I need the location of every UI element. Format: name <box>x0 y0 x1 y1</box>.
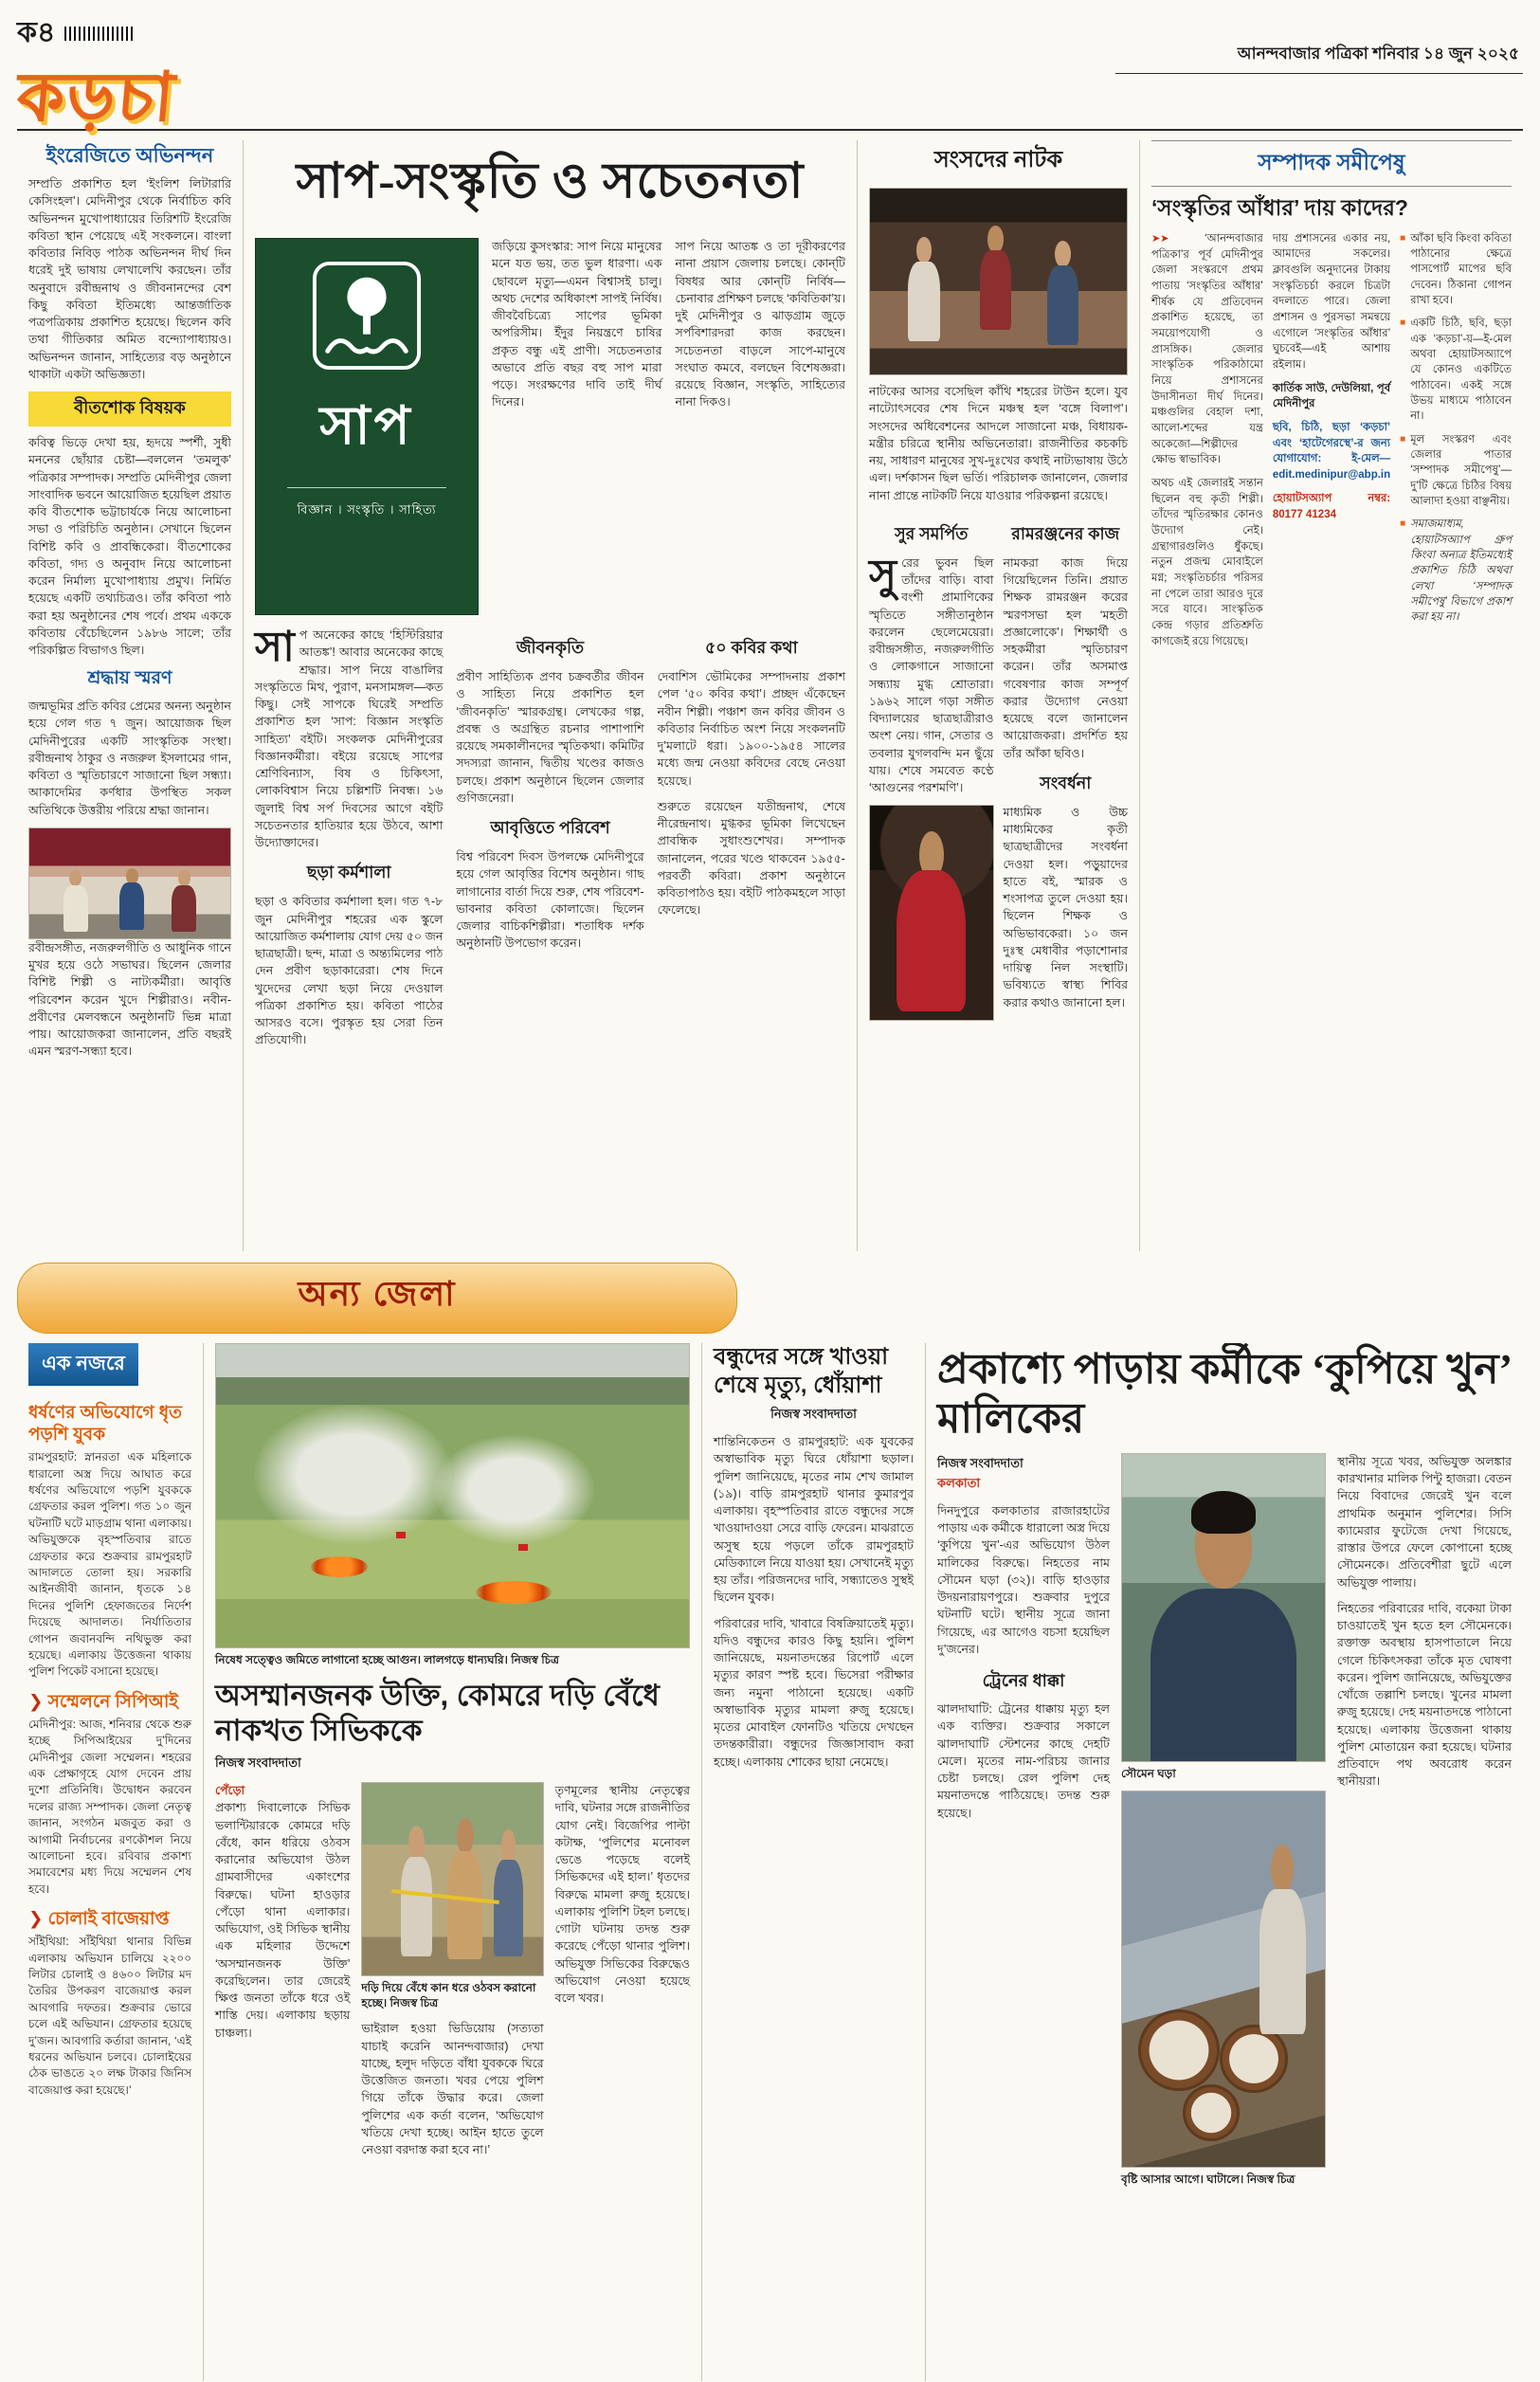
article-paragraph: পেঁড়ো প্রকাশ্য দিবালোকে সিভিক ভলান্টিয়ারকে কোমরে দড়ি বেঁধে, কান ধরিয়ে ওঠবস করানোর অভিযোগ উঠল গ্রামবাসীদের একাংশের বিরুদ্ধে। ঘটনা হাওড়ার পেঁড়ো থানা এলাকার। অভিযোগ, ওই সিভিক স্থানীয় এক মহিলার উদ্দেশে ‘অসম্মানজনক উক্তি’ করেছিলেন। তার জেরেই ক্ষিপ্ত জনতা তাঁকে ধরে ওই শাস্তি দেয়। এলাকায় ছড়ায় চাঞ্চল্য। <box>215 1784 351 2040</box>
dateline: পেঁড়ো <box>215 1784 245 1798</box>
pointer-icon: ❯ <box>28 1908 44 1929</box>
article-paragraph: জন্মভূমির প্রতি কবির প্রেমের অনন্য অনুষ্ঠান হয়ে গেল গত ৭ জুন। আয়োজক ছিল মেদিনীপুরের একটি সাংস্কৃতিক সংস্থা। রবীন্দ্রনাথ ঠাকুর ও নজরুল ইসলামের গান, কবিতা ও স্মৃতিচারণে সাজানো ছিল সন্ধ্যা। আকাদেমির কর্ণধার উপস্থিত সকল অতিথিকে উত্তরীয় পরিয়ে শ্রদ্ধা জানান। <box>28 700 231 817</box>
article-paragraph: ঝালদাঘাটি: ট্রেনের ধাক্কায় মৃত্যু হল এক ব্যক্তির। শুক্রবার সকালে ঝালদাঘাটি স্টেশনের কাছে দেহটি মেলে। মৃতের নাম-পরিচয় জানার চেষ্টা চলছে। রেল পুলিশ দেহ ময়নাতদন্তে পাঠিয়েছে। তদন্ত শুরু হয়েছে। <box>937 1702 1110 1820</box>
sub-col-right <box>1004 513 1129 1022</box>
person-figure <box>1191 1491 1256 1534</box>
person-figure <box>897 870 966 1011</box>
news-briefs-column <box>17 1343 203 2381</box>
brief-body: রামপুরহাট: স্নানরতা এক মহিলাকে ধারালো অস্ত্র দিয়ে আঘাত করে ধর্ষণের অভিযোগে পড়শি যুবককে গ্রেফতার করল পুলিশ। গত ১০ জুন ঘটনাটি ঘটে মাড়গ্রাম থানা এলাকায়। অভিযুক্তকে বৃহস্পতিবার রাতে গ্রেফতার করে শুক্রবার রামপুরহাট আদালতে তোলা হয়। সরকারি আইনজীবী জানান, ধৃতকে ১৪ দিনের পুলিশি হেফাজতের নির্দেশ দিয়েছে আদালত। নির্যাতিতার গোপন জবানবন্দি নথিভুক্ত করা হয়েছে। এলাকায় উত্তেজনা থাকায় পুলিশ পিকেট বসানো হয়েছে। <box>28 1450 191 1679</box>
article-paragraph: মাধ্যমিক ও উচ্চ মাধ্যমিকের কৃতী ছাত্রছাত্রীদের সংবর্ধনা দেওয়া হল। পড়ুয়াদের হাতে বই, স্মারক ও শংসাপত্র তুলে দেওয়া হয়। ছিলেন শিক্ষক ও অভিভাবকেরা। ১০ জন দুঃস্থ মেধাবীর পড়াশোনার দায়িত্ব নিল সংস্থাটি। ভবিষ্যতে স্বাস্থ্য শিবির করার কথাও জানানো হল। <box>1003 805 1128 1009</box>
murder-article-columns <box>937 1453 1512 2197</box>
article-parliament-play <box>857 140 1139 1251</box>
submission-note: ■ একটি চিঠি, ছবি, ছড়া এক ‘কড়চা’-য়—ই-মেল অথবা হোয়াটসঅ্যাপে যে কোনও একটিতে পাঠাবেন। একই সঙ্গে উভয় মাধ্যমে পাঠাবেন না। <box>1400 316 1512 424</box>
tree-snake-emblem-icon <box>311 260 423 372</box>
photo-civic-volunteer <box>361 1782 543 1976</box>
feature-paragraph: দেবাশিস ভৌমিকের সম্পাদনায় প্রকাশ পেল ‘৫০ কবির কথা’। প্রচ্ছদ এঁকেছেন নবীন শিল্পী। পঞ্চাশ জন কবির জীবন ও কবিতার নির্বাচিত অংশ নিয়ে সংকলনটি দু’মলাটে ধরা। ১৯০০-১৯৫৪ সালের মধ্যে জন্ম নেওয়া কবিদের বেছে নেওয়া হয়েছে। <box>657 670 845 788</box>
photo-field-fire <box>215 1343 690 1648</box>
civic-col-2 <box>361 1782 543 2167</box>
brief-headline: ধর্ষণের অভিযোগে ধৃত পড়শি যুবক <box>28 1402 183 1445</box>
article-paragraph: কবিত্ব ভিড়ে দেখা হয়, হৃদয়ে স্পর্শী, সুধী মননের ছোঁয়ার চেষ্টা—বললেন ‘তমলুক’ পত্রিকার সম্পাদক। সম্প্রতি মেদিনীপুর জেলা সাংবাদিক ভবনে আয়োজিত হয়েছিল প্রয়াত কবি বীতশোক ভট্টাচার্যকে নিয়ে আলোচনা সভা ও পরিচিতি অনুষ্ঠান। সেখানে ছিলেন বিশিষ্ট কবি ও প্রাবন্ধিকেরা। বীতশোকের কবিতা, গদ্য ও অনুবাদ নিয়ে আলোচনা করেন নির্মাল্য মুখোপাধ্যায় প্রমুখ। নির্মিত হয়েছে একটি তথ্যচিত্রও। তাঁর কবিতা পাঠ করা হয় অনুষ্ঠানের শেষ পর্বে। প্রথম এককে কবিতায় বেঁচেছিলেন ১৯৮৬ সালে; তাঁর পরিকল্পিত বিভাগও ছিল। <box>28 436 231 658</box>
smoke-shape <box>434 1435 595 1544</box>
subhead-50-kobir-katha: ৫০ কবির কথা <box>704 638 798 657</box>
person-figure <box>118 868 146 932</box>
feature-paragraph: প্রবীণ সাহিত্যিক প্রণব চক্রবর্তীর জীবন ও সাহিত্য নিয়ে প্রকাশিত হল ‘জীবনকৃতি’ স্মারকগ্রন্থ। লেখকের গল্প, প্রবন্ধ ও অগ্রন্থিত রচনার পাশাপাশি রয়েছে সমকালীনদের স্মৃতিকথা। কমিটির সদস্যরা জানান, দ্বিতীয় খণ্ডের কাজও চলছে। প্রকাশ অনুষ্ঠানে ছিলেন জেলার গুণিজনেরা। <box>456 670 644 805</box>
feature-paragraph: শুরুতে রয়েছেন যতীন্দ্রনাথ, শেষে নীরেন্দ্রনাথ। মুগ্ধকর ভূমিকা লিখেছেন প্রাবন্ধিক সুধাংশুশেখর। সম্পাদক জানালেন, পরের খণ্ডে থাকবেন ১৯৫৫-পরবর্তী কবিরা। প্রকাশ অনুষ্ঠানে কবিতাপাঠও হয়। বইটি পাঠকমহলে সাড়া ফেলেছে। <box>657 799 845 918</box>
book-tagline: বিজ্ঞান । সংস্কৃতি । সাহিত্য <box>297 502 437 517</box>
article-paragraph: নাটকের আসর বসেছিল কাঁথি শহরের টাউন হলে। যুব নাট্যোৎসবের শেষ দিনে মঞ্চস্থ হল ‘বঙ্গে বিলাপ’। সংসদের অধিবেশনের আদলে সাজানো মঞ্চ, বিধায়ক-মন্ত্রীর চরিত্রে স্থানীয় অভিনেতারা। রাজনীতির কচকচি নয়, সাধারণ মানুষের সুখ-দুঃখের কথাই নাট্যভাষায় উঠে এল। দর্শকাসন ছিল ভর্তি। পরিচালক জানালেন, জেলার নানা প্রান্তে নাটকটি নিয়ে যাওয়ার পরিকল্পনা রয়েছে। <box>869 385 1128 502</box>
page-number: ক৪ <box>17 17 56 48</box>
article-paragraph: দিনদুপুরে কলকাতার রাজারহাটের পাড়ায় এক কর্মীকে ধারালো অস্ত্র দিয়ে ‘কুপিয়ে খুন’-এর অভিযোগ উঠল মালিকের বিরুদ্ধে। নিহতের নাম সৌমেন ঘড়া (৩২)। বাড়ি হাওড়ার উদয়নারায়ণপুরে। শুক্রবার দুপুরে ঘটনাটি ঘটে। স্থানীয় সূত্রে জানা গিয়েছে, এর আগেও বচসা হয়েছিল দু’জনের। <box>937 1503 1110 1656</box>
letters-section-title: সম্পাদক সমীপেষু <box>1151 140 1512 187</box>
photo-memorial-event <box>28 827 231 939</box>
bullet-square-icon: ■ <box>1400 518 1406 530</box>
book-cover-snake <box>255 238 479 615</box>
letter-signature: কার্তিক সাউ, দেউলিয়া, পূর্ব মেদিনীপুর <box>1272 382 1391 410</box>
article-title: ইংরেজিতে অভিনন্দন <box>45 145 214 167</box>
article-paragraph: তৃণমূলের স্থানীয় নেতৃত্বের দাবি, ঘটনার সঙ্গে রাজনীতির যোগ নেই। বিজেপির পাল্টা কটাক্ষ, ‘পুলিশের মনোবল ভেঙে পড়েছে বলেই সিভিকদের এই হাল।’ ধৃতদের বিরুদ্ধে মামলা রুজু হয়েছে। এলাকায় পুলিশি টহল চলছে। গোটা ঘটনায় তদন্ত শুরু করেছে পেঁড়ো থানার পুলিশ। অভিযুক্ত সিভিকের বিরুদ্ধেও অভিযোগ নেওয়া হয়েছে বলে খবর। <box>554 1784 690 2006</box>
smoke-shape <box>254 1405 453 1544</box>
person-figure <box>62 870 90 934</box>
letter-headline: ‘সংস্কৃতির আঁধার’ দায় কাদের? <box>1151 195 1408 220</box>
submission-note: ■ মূল সংস্করণ এবং জেলার পাতার ‘সম্পাদক সমীপেষু’—দু’টি ক্ষেত্রে চিঠির বিষয় আলাদা হওয়া বাঞ্ছনীয়। <box>1400 432 1512 510</box>
person-figure <box>170 870 198 934</box>
feature-bottom-row <box>255 624 845 1058</box>
briefs-header: এক নজরে <box>28 1343 138 1386</box>
letters-to-editor <box>1139 140 1523 1251</box>
civic-article-columns <box>215 1782 690 2167</box>
article-paragraph: স্থানীয় সূত্রে খবর, অভিযুক্ত অলঙ্কার কারখানার মালিক পিন্টু হাজরা। বেতন নিয়ে বিবাদের জেরেই খুন বলে প্রাথমিক অনুমান পুলিশের। সিসি ক্যামেরার ফুটেজে দেখা গিয়েছে, রাস্তার উপরে ফেলে কোপানো হচ্ছে সৌমেনকে। প্রতিবেশীরা ছুটে এলে অভিযুক্ত পালায়। <box>1337 1454 1512 1590</box>
photo-parliament-play <box>869 188 1128 375</box>
letters-col-3 <box>1400 231 1512 658</box>
civic-col-3 <box>555 1782 690 2167</box>
article-paragraph: রবীন্দ্রসঙ্গীত, নজরুলগীতি ও আধুনিক গানে মুখর হয়ে ওঠে সভাঘর। ছিলেন জেলার বিশিষ্ট শিল্পী ও নাট্যকর্মীরা। আবৃত্তি পরিবেশন করেন খুদে শিল্পীরাও। নবীন-প্রবীণের মেলবন্ধনে অনুষ্ঠানটি ভিন্ন মাত্রা পায়। আয়োজকরা জানালেন, প্রতি বছরই এমন স্মরণ-সন্ধ্যা হবে। <box>28 940 231 1059</box>
drum-shape <box>1138 2009 1220 2091</box>
subhead-ramranjan: রামরঞ্জনের কাজ <box>1011 523 1120 543</box>
person-figure <box>492 1829 524 1960</box>
subhead-sambardhana: সংবর্ধনা <box>1040 773 1092 792</box>
feature-col-3 <box>658 627 845 1058</box>
feature-top-row <box>255 238 845 615</box>
article-paragraph: নামকরা কাজ দিয়ে গিয়েছিলেন তিনি। প্রয়াত শিক্ষক রামরঞ্জন করের স্মরণসভা হল ‘মহতী প্রজ্ঞালোকে’। শিক্ষার্থী ও সহকর্মীরা স্মৃতিচারণ করেন। তাঁর অসমাপ্ত গবেষণার কাজ সম্পূর্ণ করার উদ্যোগ নেওয়া হয়েছে বলে জানালেন আয়োজকরা। প্রদর্শিত হয় তাঁর আঁকা ছবিও। <box>1003 555 1128 760</box>
brief-headline: ❯ চোলাই বাজেয়াপ্ত <box>28 1908 170 1929</box>
murder-col-3 <box>1337 1453 1512 2197</box>
photo-victim-portrait <box>1121 1453 1326 1762</box>
feature-col-1 <box>255 624 444 1058</box>
flag-shape <box>396 1532 406 1538</box>
death-mystery-article <box>701 1343 925 2381</box>
sub-col-left <box>869 513 994 1022</box>
feature-lead: সাপ অনেকের কাছে ‘হিস্টিরিয়ার আতঙ্ক’! আবার অনেকের কাছে শ্রদ্ধার। সাপ নিয়ে বাঙালির সংস্কৃতিতে মিথ, পুরাণ, মনসামঙ্গল—কত কিছু। সেই সাপকে ঘিরেই সম্প্রতি প্রকাশিত হল ‘সাপ: বিজ্ঞান সংস্কৃতি সাহিত্য’ বইটি। সংকলক মেদিনীপুরের বিজ্ঞানকর্মীরা। বইয়ে রয়েছে সাপের শ্রেণিবিন্যাস, বিষ ও চিকিৎসা, লোকবিশ্বাস নিয়ে চল্লিশটি নিবন্ধ। ১৬ জুলাই বিশ্ব সর্প দিবসের আগে বইটি সচেতনতার হাতিয়ার হয়ে উঠবে, আশা উদ্যোক্তাদের। <box>255 624 444 849</box>
bullet-square-icon: ■ <box>1400 318 1406 329</box>
murder-col-2 <box>1121 1453 1326 2197</box>
letter-arrow-icon: ➤➤ <box>1151 232 1169 245</box>
subhead-chhara-karmashala: ছড়া কর্মশালা <box>306 863 391 882</box>
article-paragraph: ভাইরাল হওয়া ভিডিয়োয় (সত্যতা যাচাই করেনি আনন্দবাজার) দেখা যাচ্ছে, হলুদ দড়িতে বাঁধা যুবককে ঘিরে উত্তেজিত জনতা। খবর পেয়ে পুলিশ গিয়ে তাঁকে উদ্ধার করে। জেলা পুলিশের এক কর্তা বলেন, ‘অভিযোগ খতিয়ে দেখা হচ্ছে। আইন হাতে তুলে নেওয়া বরদাস্ত করা হবে না।’ <box>361 2022 544 2157</box>
bullet-square-icon: ■ <box>1400 433 1406 445</box>
byline: নিজস্ব সংবাদদাতা <box>215 1755 301 1771</box>
masthead <box>13 9 1523 136</box>
photo-caption: সৌমেন ঘড়া <box>1121 1766 1176 1780</box>
dateline: কলকাতা <box>937 1475 981 1490</box>
article-paragraph: পরিবারের দাবি, খাবারে বিষক্রিয়াতেই মৃত্যু। যদিও বন্ধুদের কারও কিছু হয়নি। পুলিশ জানিয়েছে, ময়নাতদন্তের রিপোর্ট এলে মৃত্যুর কারণ স্পষ্ট হবে। ভিসেরা পরীক্ষার জন্য নমুনা পাঠানো হয়েছে। একটি অস্বাভাবিক মৃত্যুর মামলা রুজু হয়েছে। মৃতের মোবাইল ফোনটিও খতিয়ে দেখছেন তদন্তকারীরা। বন্ধুদের জিজ্ঞাসাবাদ করা হচ্ছে। এলাকায় শোকের ছায়া নেমেছে। <box>714 1616 914 1769</box>
person-figure <box>906 237 942 345</box>
article-paragraph: শান্তিনিকেতন ও রামপুরহাট: এক যুবকের অস্বাভাবিক মৃত্যু ঘিরে ধোঁয়াশা ছড়াল। পুলিশ জানিয়েছে, মৃতের নাম শেখ জামাল (১৯)। বাড়ি রামপুরহাট থানার কুমারপুর এলাকায়। বৃহস্পতিবার রাতে বন্ধুদের সঙ্গে খাওয়াদাওয়া সেরে বাড়ি ফেরেন। মাঝরাতে অসুস্থ হয়ে পড়লে তাঁকে রামপুরহাট মেডিক্যালে নিয়ে যাওয়া হয়। সেখানেই মৃত্যু হয় তাঁর। পরিজনদের দাবি, সন্ধ্যাতেও সুস্থই ছিলেন যুবক। <box>714 1435 914 1605</box>
fire-shape <box>311 1556 368 1577</box>
feature-col-2 <box>456 627 643 1058</box>
contact-email: ছবি, চিঠি, ছড়া ‘কড়চা’ এবং ‘হাটেগেরস্থে’-র জন্য যোগাযোগ: ই-মেল— edit.medinipur@abp.in <box>1272 422 1391 482</box>
subhead-bitoshok: বীতশোক বিষয়ক <box>28 391 231 427</box>
photo-caption: বৃষ্টি আসার আগে। ঘাটালে। নিজস্ব চিত্র <box>1121 2173 1295 2187</box>
article-paragraph: সুরের ভুবন ছিল তাঁদের বাড়ি। বাবা বংশী প্রামাণিকের স্মৃতিতে সঙ্গীতানুষ্ঠান করলেন ছেলেমেয়েরা। রবীন্দ্রসঙ্গীত, নজরুলগীতি ও লোকগানে সাজানো সন্ধ্যায় মুগ্ধ শ্রোতারা। ১৯৬২ সালে গড়া সঙ্গীত বিদ্যালয়ের ছাত্রছাত্রীরাও অংশ নেয়। গান, সেতার ও তবলার যুগলবন্দি মন ছুঁয়ে যায়। শেষে সমবেত কণ্ঠে ‘আগুনের পরশমণি’। <box>869 551 994 794</box>
submission-note: ■ আঁকা ছবি কিংবা কবিতা পাঠানোর ক্ষেত্রে পাসপোর্ট মাপের ছবি দেবেন। ঠিকানা গোপন রাখা হবে। <box>1400 231 1512 309</box>
subhead-jibankriti: জীবনকৃতি <box>516 638 585 657</box>
byline: নিজস্ব সংবাদদাতা কলকাতা <box>937 1455 1024 1490</box>
divider <box>287 487 447 488</box>
drum-shape <box>1183 2084 1240 2141</box>
bullet-square-icon: ■ <box>1400 232 1406 244</box>
photo-singer-red <box>869 805 994 1021</box>
book-title: সাপ <box>319 395 414 455</box>
feature-snake-culture <box>243 140 857 1251</box>
bottom-section <box>17 1343 1523 2381</box>
article-english-abhinandan <box>17 140 243 1251</box>
person-figure <box>1256 1845 1309 2040</box>
person-figure <box>1150 1589 1296 1761</box>
pointer-icon: ❯ <box>28 1690 44 1711</box>
murder-headline: প্রকাশ্যে পাড়ায় কর্মীকে ‘কুপিয়ে খুন’ মালিকের <box>937 1346 1512 1442</box>
submission-note: ■ সমাজমাধ্যম, হোয়াটসঅ্যাপ গ্রুপ কিংবা অন্যত্র ইতিমধ্যেই প্রকাশিত চিঠি অথবা লেখা ‘সম্পাদক সমীপেষু’ বিভাগে প্রকাশ করা হয় না। <box>1400 517 1512 625</box>
murder-col-1 <box>937 1453 1110 2197</box>
brief-body: সাঁইথিয়া: সাঁইথিয়া থানার বিভিন্ন এলাকায় অভিযান চালিয়ে ২২০০ লিটার চোলাই ও ৪৬০০ লিটার মদ তৈরির উপকরণ বাজেয়াপ্ত করল আবগারি দফতর। শুক্রবার ভোরে চলে এই অভিযান। গ্রেফতার হয়েছে দু’জন। আবগারি কর্তারা জানান, ‘এই ধরনের অভিযান চলবে। চোলাইয়ের ঠেক ভাঙতে ২০ লক্ষ টাকার জিনিস বাজেয়াপ্ত করা হয়েছে।’ <box>28 1935 191 2097</box>
dropcap: সু <box>869 551 897 598</box>
masthead-left <box>13 9 180 136</box>
feature-headline: সাপ-সংস্কৃতি ও সচেতনতা <box>296 155 805 209</box>
letters-col-1 <box>1151 231 1263 658</box>
flag-shape <box>518 1544 528 1551</box>
byline: নিজস্ব সংবাদদাতা <box>770 1407 857 1421</box>
edition-dateline: আনন্দবাজার পত্রিকা শনিবার ১৪ জুন ২০২৫ <box>1115 36 1523 74</box>
letter-paragraph: অথচ এই জেলারই সন্তান ছিলেন বহু কৃতী শিল্পী। তাঁদের স্মৃতিরক্ষার কোনও উদ্যোগ নেই। গ্রন্থাগারগুলিও ধুঁকছে। নতুন প্রজন্ম মোবাইলে মগ্ন; সংস্কৃতিচর্চার পরিসর না পেলে তারা আরও দূরে সরে যাবে। সাংস্কৃতিক কেন্দ্র গড়ার প্রতিশ্রুতি কাগজেই রয়ে গিয়েছে। <box>1151 478 1263 647</box>
feature-intro-col1: জড়িয়ে কুসংস্কার: সাপ নিয়ে মানুষের মনে যত ভয়, তত ভুল ধারণা। এক ছোবলে মৃত্যু—এমন বিশ্বাসই চালু। অথচ দেশের অধিকাংশ সাপই নির্বিষ। জীববৈচিত্র্যে সাপের ভূমিকা অপরিসীম। ইঁদুর নিয়ন্ত্রণে চাষির প্রকৃত বন্ধু এই প্রাণী। সচেতনতার অভাবে প্রতি বছর বহু সাপ মারা পড়ে। সংরক্ষণের দাবি তাই দীর্ঘ দিনের। <box>492 240 662 409</box>
section-logo: কড়চা <box>13 60 180 136</box>
article-paragraph: নিহতের পরিবারের দাবি, বকেয়া টাকা চাওয়াতেই খুন হতে হল সৌমেনকে। রক্তাক্ত অবস্থায় হাসপাতালে নিয়ে গেলে চিকিৎসকরা তাঁকে মৃত ঘোষণা করেন। পুলিশ জানিয়েছে, অভিযুক্তের খোঁজে তল্লাশি চলছে। খুনের মামলা রুজু হয়েছে। দেহ ময়নাতদন্তে পাঠানো হয়েছে। এলাকায় উত্তেজনা থাকায় পুলিশ মোতায়েন করা হয়েছে। ঘটনার প্রতিবাদে পথ অবরোধ করেন স্থানীয়রা। <box>1337 1601 1512 1789</box>
top-section <box>17 140 1523 1251</box>
fire-shape <box>476 1581 552 1604</box>
district-section-banner: অন্য জেলা <box>17 1263 737 1334</box>
article-title: সংসদের নাটক <box>933 147 1063 173</box>
person-figure <box>1044 241 1080 349</box>
murder-article <box>925 1343 1523 2381</box>
person-figure <box>445 1818 485 1964</box>
natok-subcolumns <box>869 513 1128 1022</box>
letter-paragraph: দায় প্রশাসনের একার নয়, আমাদের সকলের। ক্লাবগুলি অনুদানের টাকায় সংস্কৃতিচর্চা করলে চিত্রটা বদলাতে পারে। জেলা প্রশাসন ও পুরসভা সমন্বয়ে এগোলে ‘সংস্কৃতির আঁধার’ ঘুচবেই—এই আশায় রইলাম। <box>1272 232 1391 372</box>
photo-caption: দড়ি দিয়ে বেঁধে কান ধরে ওঠবস করানো হচ্ছে। নিজস্ব চিত্র <box>361 1981 536 2009</box>
photo-drums-tarpaulin <box>1121 1791 1326 2168</box>
feature-paragraph: বিশ্ব পরিবেশ দিবস উপলক্ষে মেদিনীপুরে হয়ে গেল আবৃত্তির বিশেষ অনুষ্ঠান। গাছ লাগানোর বার্তা দিয়ে শুরু, শেষ পরিবেশ-ভাবনার কবিতা কোলাজে। ছিলেন জেলার বাচিকশিল্পীরা। শতাধিক দর্শক অনুষ্ঠানটি উপভোগ করেন। <box>456 850 644 951</box>
contact-whatsapp: হোয়াটসঅ্যাপ নম্বর: 80177 41234 <box>1272 492 1391 520</box>
subhead-train-accident: ট্রেনের ধাক্কা <box>982 1671 1065 1691</box>
civic-article-headline: অসম্মানজনক উক্তি, কোমরে দড়ি বেঁধে নাকখত সিভিককে <box>215 1678 660 1748</box>
letters-columns <box>1151 231 1512 658</box>
feature-intro-col2: সাপ নিয়ে আতঙ্ক ও তা দূরীকরণের নানা প্রয়াস জেলায় চলছে। কোন্‌টি বিষধর আর কোন্‌টি নির্বিষ—চেনাবার প্রশিক্ষণ চলছে ‘কবিতিকা’য়। দুই মেদিনীপুর ও ঝাড়গ্রাম জুড়ে সর্পবিশারদরা কাজ করছেন। সচেতনতা বাড়লে সাপে-মানুষে সংঘাত কমবে, বলছেন বিশেষজ্ঞরা। রয়েছে বিজ্ঞান, সংস্কৃতি, সাহিত্যের নানা দিকও। <box>675 240 845 409</box>
subhead-sur-samarpita: সুর সমর্পিত <box>895 523 969 543</box>
feature-paragraph: ছড়া ও কবিতার কর্মশালা হল। গত ৭-৮ জুন মেদিনীপুর শহরের এক স্কুলে আয়োজিত কর্মশালায় যোগ দেয় ৫০ জন ছাত্রছাত্রী। ছন্দ, মাত্রা ও অন্ত্যমিলের পাঠ দেন প্রবীণ ছড়াকারেরা। শেষ দিনে খুদেদের লেখা ছড়া নিয়ে দেওয়াল পত্রিকা প্রকাশিত হয়। কবিতা পাঠের আসরও বসে। পুরস্কৃত হয় সেরা তিন প্রতিযোগী। <box>255 895 444 1047</box>
letter-paragraph: ➤➤ ‘আনন্দবাজার পত্রিকা’র পূর্ব মেদিনীপুর জেলা সংস্করণে প্রথম পাতায় ‘সংস্কৃতির আঁধার’ শীর্ষক যে প্রতিবেদন প্রকাশিত হয়েছে, তা সময়োপযোগী ও প্রাসঙ্গিক। জেলার সাংস্কৃতিক পরিকাঠামো নিয়ে প্রশাসনের উদাসীনতা দীর্ঘ দিনের। মঞ্চগুলির বেহাল দশা, আলো-শব্দের যন্ত্র অকেজো—শিল্পীদের ক্ষোভ স্বাভাবিক। <box>1151 232 1263 466</box>
letters-col-2 <box>1273 231 1390 658</box>
brief-body: মেদিনীপুর: আজ, শনিবার থেকে শুরু হচ্ছে সিপিআইয়ের দু’দিনের মেদিনীপুর জেলা সম্মেলন। শহরের এক প্রেক্ষাগৃহে যোগ দেবেন প্রায় দুশো প্রতিনিধি। উদ্বোধন করবেন দলের রাজ্য সম্পাদক। জেলা নেতৃত্ব জানান, সংগঠন মজবুত করা ও আগামী নির্বাচনের রণকৌশল নিয়ে আলোচনা হবে। রবিবার প্রকাশ্য সমাবেশের মধ্য দিয়ে সম্মেলন শেষ হবে। <box>28 1717 191 1896</box>
article-headline: বন্ধুদের সঙ্গে খাওয়া শেষে মৃত্যু, ধোঁয়াশা <box>714 1344 889 1398</box>
subhead-abritti: আবৃত্তিতে পরিবেশ <box>490 818 610 837</box>
article-paragraph: সম্প্রতি প্রকাশিত হল ‘ইংলিশ লিটারারি কেসিংহল’। মেদিনীপুর থেকে নির্বাচিত কবি অভিনন্দন মুখোপাধ্যায়ের তিরিশটি ইংরেজি কবিতা স্থান পেয়েছে এই সংকলনে। বাংলা কবিতার নিবিড় পাঠক অভিনন্দন দীর্ঘ দিন ধরেই দুই ভাষায় লেখালেখি করছেন। তাঁর অনুবাদে রবীন্দ্রনাথ ও জীবনানন্দের বেশ কিছু কবিতা ইতিমধ্যে আন্তর্জাতিক পত্রপত্রিকায় প্রকাশিত হয়েছে। ছিলেন কবি তথা গীতিকার অমিত বন্দ্যোপাধ্যায়ও। অভিনন্দন জানান, সাহিত্যের বড় অনুষ্ঠানে থাকাটা একটা অভিজ্ঞতা। <box>28 177 231 381</box>
dropcap: সা <box>255 624 295 670</box>
brief-headline: ❯ সম্মেলনে সিপিআই <box>28 1690 179 1711</box>
field-photo-and-civic-article <box>203 1343 701 2381</box>
person-figure <box>978 226 1014 334</box>
barcode-icon <box>64 27 133 41</box>
civic-col-1 <box>215 1782 350 2167</box>
photo-caption: নিষেধ সত্ত্বেও জমিতে লাগানো হচ্ছে আগুন। লালগড়ে ধান্যঘরি। নিজস্ব চিত্র <box>215 1653 559 1666</box>
subhead-sraddha-smaran: শ্রদ্ধায় স্মরণ <box>87 668 172 689</box>
